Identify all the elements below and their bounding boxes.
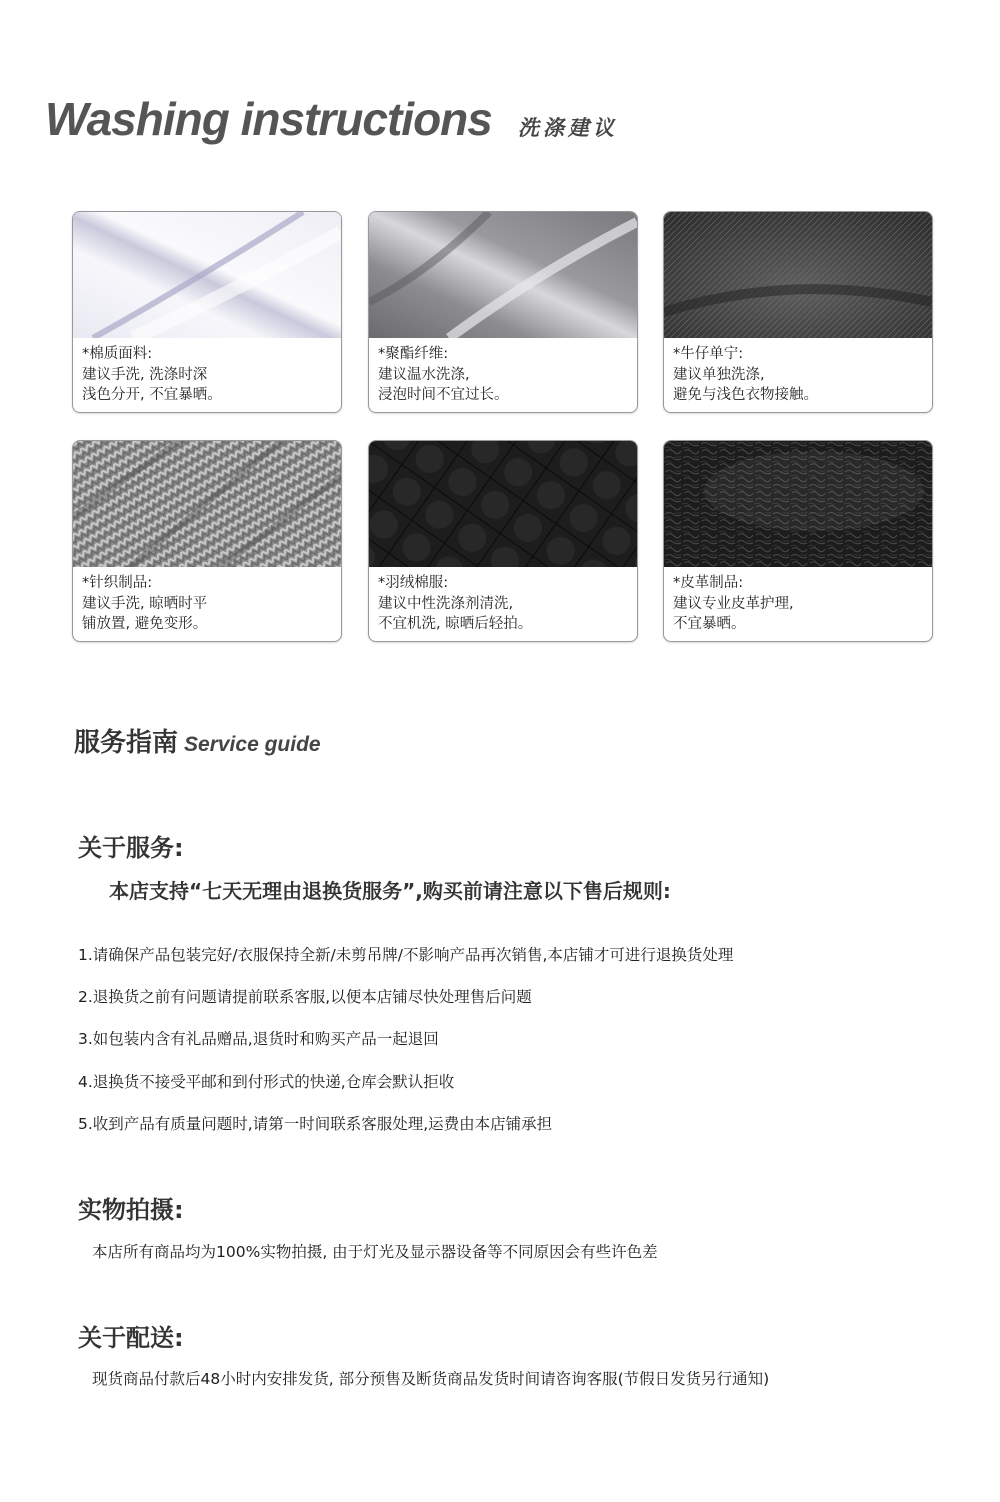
rule-item: 5.收到产品有质量问题时,请第一时间联系客服处理,运费由本店铺承担 <box>78 1115 553 1133</box>
rule-item: 4.退换货不接受平邮和到付形式的快递,仓库会默认拒收 <box>78 1073 455 1091</box>
fabric-name: *聚酯纤维: <box>378 346 449 362</box>
fabric-name: *针织制品: <box>82 575 153 591</box>
cotton-fabric-image <box>73 212 341 338</box>
header <box>45 92 618 146</box>
fabric-card-denim <box>663 211 933 413</box>
fabric-care-line: 建议专业皮革护理, <box>673 595 794 612</box>
fabric-care-line: 建议手洗, 晾晒时平 <box>82 595 208 612</box>
leather-fabric-image <box>664 441 932 567</box>
fabric-care-line: 建议手洗, 洗涤时深 <box>82 366 208 383</box>
fabric-care-line: 不宜暴晒。 <box>673 616 746 632</box>
fabric-name: *棉质面料: <box>82 346 153 362</box>
fabric-care-line: 建议中性洗涤剂清洗, <box>378 595 514 612</box>
rule-item: 2.退换货之前有问题请提前联系客服,以便本店铺尽快处理售后问题 <box>78 988 532 1006</box>
page-title: Washing instructions <box>45 93 492 145</box>
fabric-name: *牛仔单宁: <box>673 346 744 362</box>
fabric-care-line: 建议单独洗涤, <box>673 366 765 383</box>
fabric-care-line: 浅色分开, 不宜暴晒。 <box>82 387 222 403</box>
fabric-care-line: 避免与浅色衣物接触。 <box>673 387 818 403</box>
fabric-card-cotton <box>72 211 342 413</box>
photos-heading: 实物拍摄: <box>78 1196 184 1224</box>
photos-text: 本店所有商品均为100%实物拍摄, 由于灯光及显示器设备等不同原因会有些许色差 <box>92 1243 658 1261</box>
rule-item: 1.请确保产品包装完好/衣服保持全新/未剪吊牌/不影响产品再次销售,本店铺才可进行退换货处理 <box>78 946 734 964</box>
denim-fabric-image <box>664 212 932 338</box>
fabric-care-line: 不宜机洗, 晾晒后轻拍。 <box>378 616 533 632</box>
fabric-card-leather <box>663 440 933 642</box>
service-guide-title-en: Service guide <box>184 733 321 756</box>
fabric-card-down <box>368 440 638 642</box>
service-guide-title <box>74 722 321 759</box>
fabric-care-line: 浸泡时间不宜过长。 <box>378 387 509 403</box>
polyester-fabric-image <box>369 212 637 338</box>
fabric-name: *羽绒棉服: <box>378 575 449 591</box>
about-service-intro: 本店支持“七天无理由退换货服务”,购买前请注意以下售后规则: <box>109 879 671 903</box>
knit-fabric-image <box>73 441 341 567</box>
quilted-fabric-image <box>369 441 637 567</box>
fabric-care-line: 建议温水洗涤, <box>378 366 470 383</box>
delivery-text: 现货商品付款后48小时内安排发货, 部分预售及断货商品发货时间请咨询客服(节假日发货另行通知) <box>92 1370 770 1388</box>
about-service-heading: 关于服务: <box>78 834 184 862</box>
delivery-heading: 关于配送: <box>78 1324 184 1352</box>
fabric-name: *皮革制品: <box>673 575 744 591</box>
page-subtitle: 洗涤建议 <box>517 116 618 140</box>
fabric-card-knit <box>72 440 342 642</box>
rule-item: 3.如包装内含有礼品赠品,退货时和购买产品一起退回 <box>78 1030 439 1048</box>
fabric-card-polyester <box>368 211 638 413</box>
fabric-care-line: 铺放置, 避免变形。 <box>82 616 208 632</box>
service-guide-title-zh: 服务指南 <box>74 728 179 758</box>
